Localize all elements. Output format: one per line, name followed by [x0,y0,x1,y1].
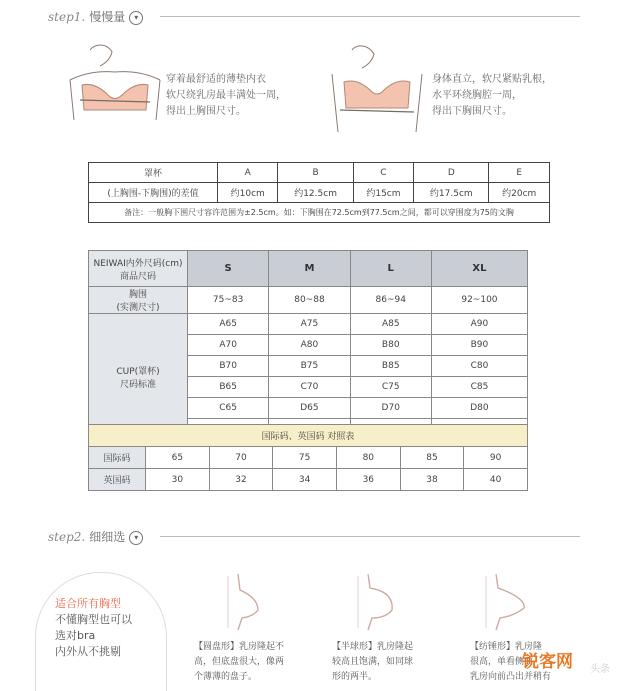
table-cell: B85 [350,356,431,377]
measure-left-line: 得出上胸围尺寸。 [166,106,246,117]
table-cell: B [278,163,353,183]
table-cell: 约20cm [489,183,550,203]
site-watermark-sub: 头条 [590,664,610,675]
hemisphere-shape-caption [332,640,413,685]
measure-right-line: 得出下胸围尺寸。 [432,106,512,117]
size-chart-table [88,250,528,440]
size-header: S [188,251,269,287]
table-cell: A85 [350,314,431,335]
table-cell: 约15cm [353,183,413,203]
table-cell: A90 [431,314,527,335]
all-shapes-line: 不懂胸型也可以 [55,613,132,626]
table-row [89,287,528,314]
table-cell: 34 [273,469,337,491]
table-cell: 80~88 [269,287,350,314]
intl-table-title: 国际码、英国码 对照表 [89,425,528,447]
cup-label-line: 尺码标准 [119,379,156,390]
table-cell: A65 [188,314,269,335]
table-cell: C65 [188,398,269,419]
table-cell: 92~100 [431,287,527,314]
table-cell: B65 [188,377,269,398]
all-shapes-line: 内外从不挑剔 [55,645,121,658]
step1-label: 慢慢量 [89,10,126,24]
chevron-down-icon[interactable]: ▾ [129,11,143,25]
table-cell: B70 [188,356,269,377]
all-shapes-text [55,596,132,660]
table-cell: A [218,163,278,183]
step2-label: 细细选 [89,530,126,544]
caption-line: 【纺锤形】乳房隆 [470,642,543,652]
table-row [89,469,528,491]
table-cell: 32 [209,469,273,491]
table-cell: 36 [336,469,400,491]
table-cell: 40 [464,469,528,491]
table-cell: 30 [146,469,210,491]
cup-difference-table [88,162,550,223]
table-cell: 38 [400,469,464,491]
spindle-breast-shape-icon [478,572,534,632]
table-cell: B90 [431,335,527,356]
international-size-table [88,424,528,491]
table-row [89,183,550,203]
uk-row-label: 英国码 [89,469,146,491]
corner-line: NEIWAI内外尺码(cm) [93,258,183,269]
table-cell: D [414,163,489,183]
table-cell: 75 [273,447,337,469]
table-cell: D70 [350,398,431,419]
caption-line: 形的两半。 [332,672,378,682]
table-cell: D80 [431,398,527,419]
table-row [89,203,550,223]
size-header: XL [431,251,527,287]
chevron-down-icon[interactable]: ▾ [129,531,143,545]
table-cell: C80 [431,356,527,377]
table-cell: 约10cm [218,183,278,203]
step2-title [48,528,143,545]
step2-prefix: step2. [48,530,86,544]
table-cell: A70 [188,335,269,356]
caption-line: 乳房向前凸出并稍有 [470,672,552,682]
caption-line: 个薄薄的盘子。 [194,672,258,682]
size-header: M [269,251,350,287]
table-row [89,447,528,469]
site-watermark: 锐客网 [522,652,573,672]
measure-right-line: 身体直立，软尺紧贴乳根， [432,74,552,85]
step2-divider [160,536,580,537]
woman-measuring-underbust-illustration [322,44,432,134]
woman-measuring-bust-illustration [60,40,170,130]
table-row [89,251,528,287]
measure-left-text [166,72,286,120]
measure-left-line: 穿着最舒适的薄垫内衣 [166,74,266,85]
all-shapes-highlight: 适合所有胸型 [55,597,121,610]
disc-shape-caption [194,640,284,685]
step1-divider [160,16,580,17]
corner-header [89,251,188,287]
cup-label [89,314,188,440]
table-cell: C [353,163,413,183]
table-cell: (上胸围-下胸围)的差值 [89,183,218,203]
table-cell: B75 [269,356,350,377]
table-cell: C70 [269,377,350,398]
table-cell: C85 [431,377,527,398]
disc-breast-shape-icon [218,572,274,632]
chest-label-line: 胸围 [128,290,147,300]
measure-right-text [432,72,552,120]
table-note: 备注：一般胸下围尺寸容许范围为±2.5cm。如：下胸围在72.5cm到77.5cm之间，都可以穿围度为75的文胸 [89,203,550,223]
caption-line: 【圆盘形】乳房隆起不 [194,642,285,652]
table-row [89,163,550,183]
table-cell: 65 [146,447,210,469]
table-cell: E [489,163,550,183]
chest-label-line: (实测尺寸) [116,303,160,313]
measure-left-line: 软尺绕乳房最丰满处一周， [166,90,286,101]
cup-label-line: CUP(罩杯) [116,366,160,377]
table-cell: 85 [400,447,464,469]
table-cell: C75 [350,377,431,398]
table-cell: 约12.5cm [278,183,353,203]
table-cell: 75~83 [188,287,269,314]
table-cell: 90 [464,447,528,469]
table-cell: D65 [269,398,350,419]
table-cell: B80 [350,335,431,356]
step1-title [48,8,143,25]
all-shapes-line: 选对bra [55,629,96,642]
table-cell: 70 [209,447,273,469]
hemisphere-breast-shape-icon [350,572,406,632]
table-cell: 80 [336,447,400,469]
table-cell: 86~94 [350,287,431,314]
table-cell: 罩杯 [89,163,218,183]
measure-right-line: 水平环绕胸腔一周， [432,90,522,101]
chest-label [89,287,188,314]
table-row [89,314,528,335]
table-cell: A75 [269,314,350,335]
caption-line: 很高，单看侧面 [470,657,534,667]
caption-line: 【半球形】乳房隆起 [332,642,414,652]
step1-prefix: step1. [48,10,86,24]
table-row [89,425,528,447]
table-cell: A80 [269,335,350,356]
size-header: L [350,251,431,287]
table-cell: 约17.5cm [414,183,489,203]
corner-line: 商品尺码 [119,271,156,282]
caption-line: 高，但底盘很大，像两 [194,657,285,667]
intl-row-label: 国际码 [89,447,146,469]
caption-line: 较高且饱满，如同球 [332,657,414,667]
